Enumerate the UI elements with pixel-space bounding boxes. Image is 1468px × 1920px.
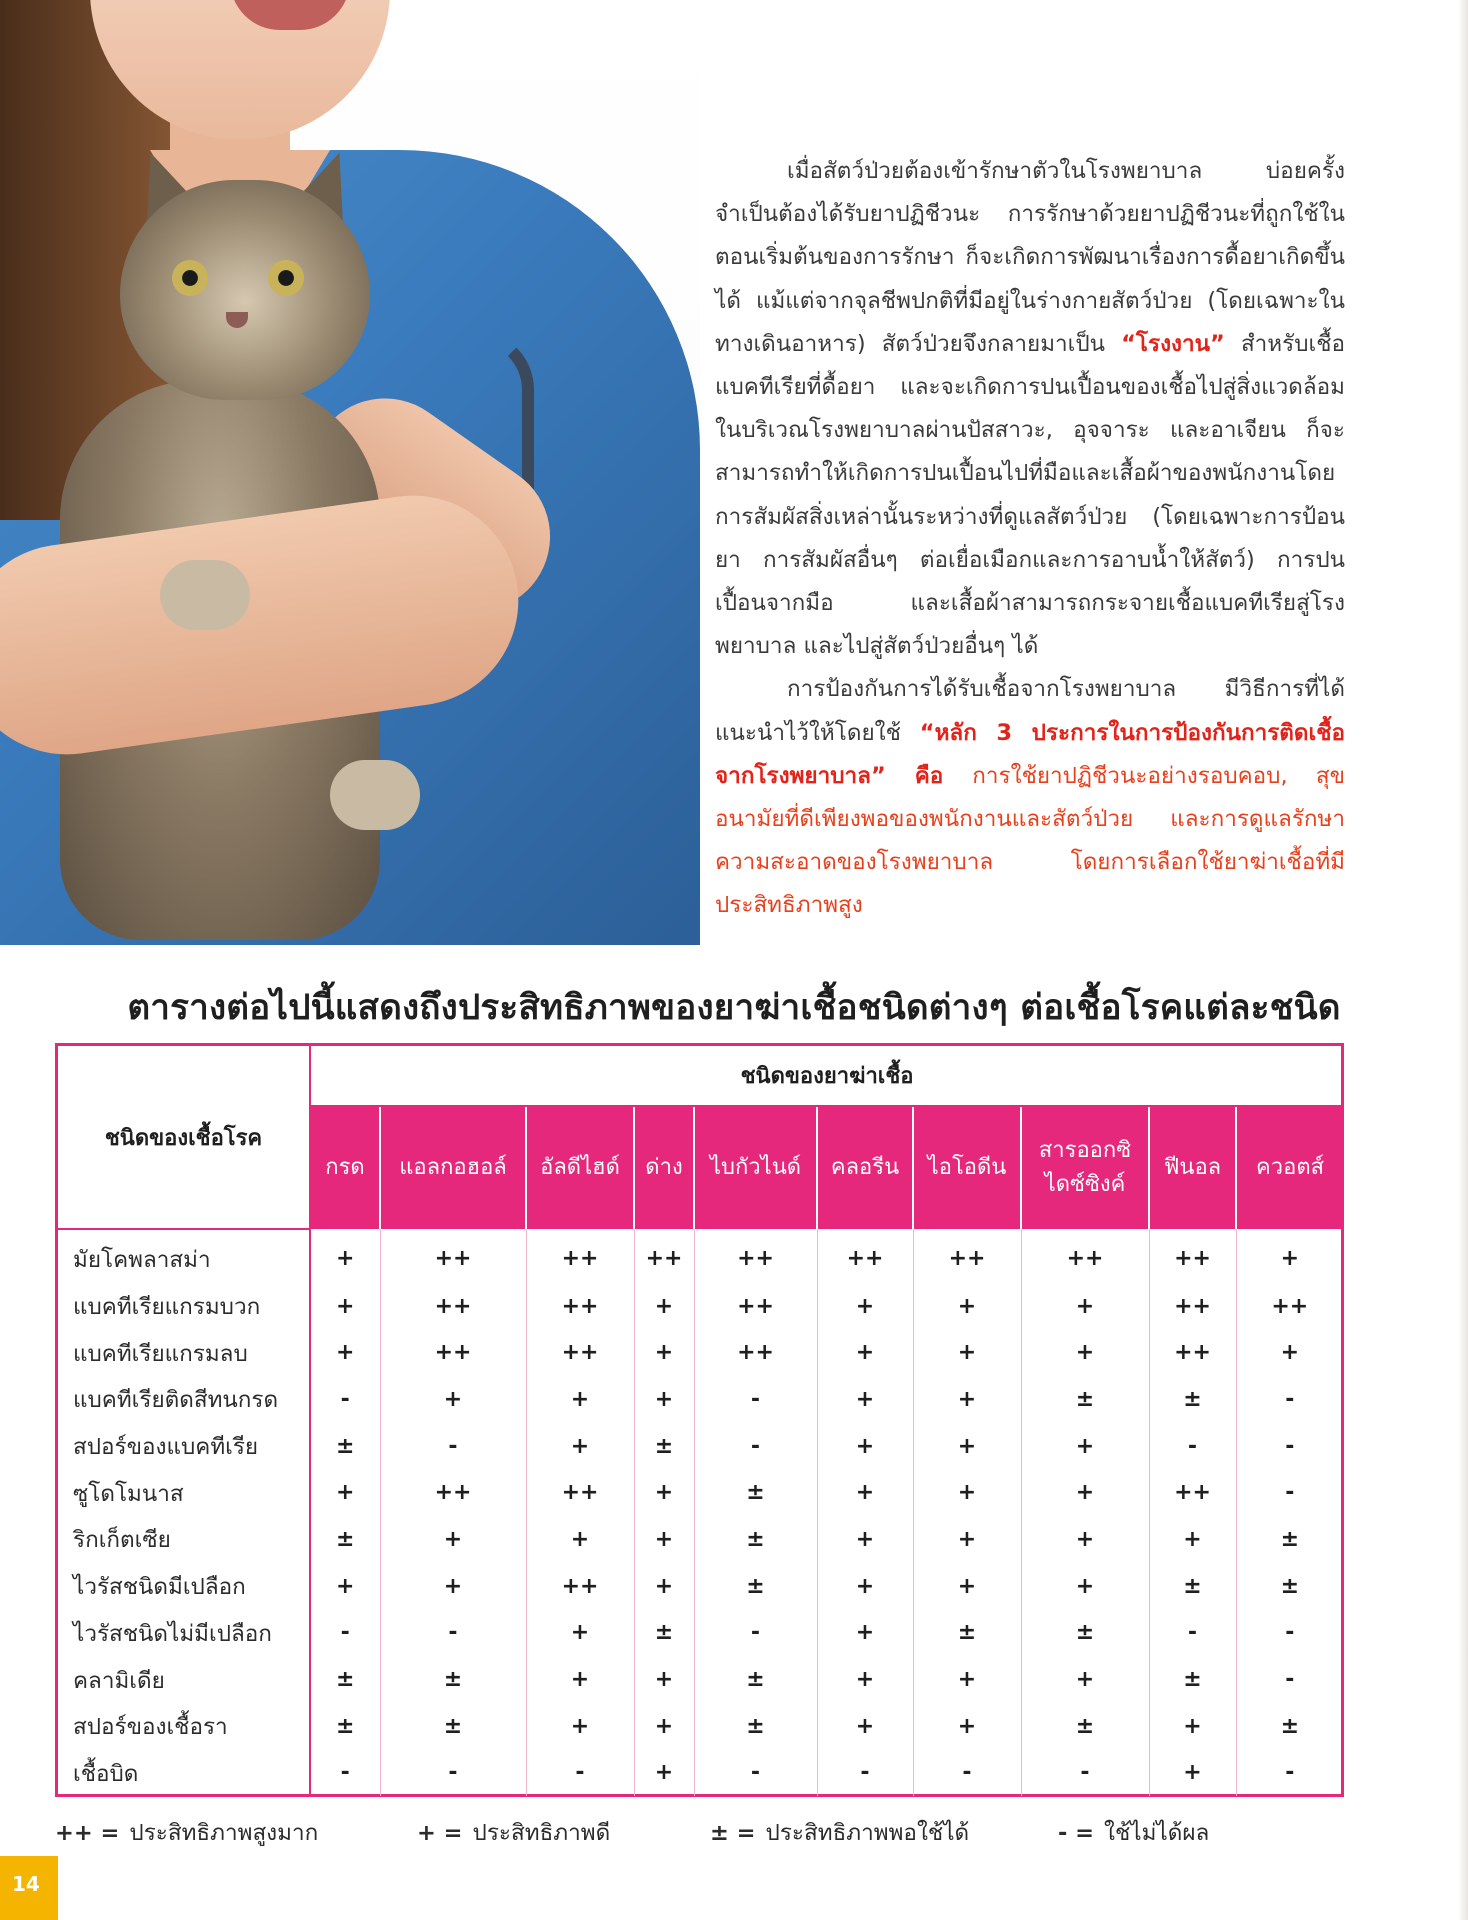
agent-header: อัลดีไฮด์: [526, 1106, 634, 1229]
efficacy-cell: +: [913, 1469, 1021, 1516]
efficacy-cell: +: [310, 1329, 380, 1376]
efficacy-cell: ++: [380, 1229, 526, 1283]
efficacy-cell: ±: [694, 1656, 817, 1703]
hero-photo-nurse-holding-cat: [0, 0, 700, 945]
agent-header: สารออกซิไดซ์ซิงค์: [1021, 1106, 1149, 1229]
efficacy-cell: +: [913, 1656, 1021, 1703]
legend-label: ประสิทธิภาพดี: [472, 1820, 611, 1846]
efficacy-cell: +: [526, 1423, 634, 1470]
efficacy-cell: +: [817, 1376, 913, 1423]
table-row: [58, 1563, 1343, 1610]
table-row: [58, 1329, 1343, 1376]
efficacy-cell: +: [634, 1656, 694, 1703]
efficacy-cell: ±: [694, 1516, 817, 1563]
agent-header: คลอรีน: [817, 1106, 913, 1229]
efficacy-cell: +: [634, 1750, 694, 1797]
legend-item: [710, 1814, 969, 1850]
pathogen-name: ซูโดโมนาส: [58, 1469, 310, 1516]
efficacy-cell: -: [1236, 1610, 1343, 1657]
efficacy-cell: -: [380, 1423, 526, 1470]
legend: [55, 1814, 1344, 1848]
table-row: [58, 1610, 1343, 1657]
pathogen-name: แบคทีเรียติดสีทนกรด: [58, 1376, 310, 1423]
efficacy-cell: +: [634, 1516, 694, 1563]
highlight-three-principles: “หลัก 3 ประการในการป้องกันการติดเชื้อจากโรงพยาบาล”: [715, 719, 1345, 789]
pathogen-name: คลามิเดีย: [58, 1656, 310, 1703]
efficacy-cell: ++: [694, 1329, 817, 1376]
paragraph-text: คือ: [885, 762, 973, 789]
efficacy-cell: ++: [526, 1469, 634, 1516]
efficacy-cell: +: [380, 1563, 526, 1610]
efficacy-cell: -: [913, 1750, 1021, 1797]
efficacy-cell: +: [526, 1610, 634, 1657]
efficacy-cell: +: [634, 1563, 694, 1610]
efficacy-cell: +: [380, 1376, 526, 1423]
efficacy-cell: +: [1149, 1750, 1236, 1797]
efficacy-cell: ±: [1236, 1703, 1343, 1750]
pathogen-name: สปอร์ของแบคทีเรีย: [58, 1423, 310, 1470]
cat-paw-icon: [160, 560, 250, 630]
table-body: [58, 1229, 1343, 1796]
efficacy-cell: +: [1021, 1423, 1149, 1470]
efficacy-cell: -: [1149, 1423, 1236, 1470]
efficacy-cell: ±: [310, 1516, 380, 1563]
efficacy-cell: -: [380, 1610, 526, 1657]
efficacy-cell: +: [526, 1656, 634, 1703]
table-row: [58, 1423, 1343, 1470]
efficacy-cell: ±: [694, 1469, 817, 1516]
page-number-tab: [0, 1856, 58, 1920]
efficacy-cell: ++: [817, 1229, 913, 1283]
efficacy-cell: +: [913, 1283, 1021, 1330]
legend-symbol: ± =: [710, 1820, 756, 1846]
efficacy-cell: ±: [310, 1656, 380, 1703]
efficacy-cell: -: [310, 1750, 380, 1797]
efficacy-cell: +: [913, 1423, 1021, 1470]
efficacy-cell: +: [817, 1423, 913, 1470]
efficacy-cell: ±: [913, 1610, 1021, 1657]
efficacy-cell: +: [817, 1656, 913, 1703]
pathogen-name: มัยโคพลาสม่า: [58, 1229, 310, 1283]
efficacy-cell: ±: [1149, 1656, 1236, 1703]
efficacy-cell: +: [634, 1469, 694, 1516]
efficacy-cell: ++: [380, 1469, 526, 1516]
agent-header: ควอตส์: [1236, 1106, 1343, 1229]
agent-header: ฟีนอล: [1149, 1106, 1236, 1229]
legend-item: [1058, 1814, 1209, 1850]
efficacy-cell: +: [1021, 1516, 1149, 1563]
efficacy-cell: -: [694, 1610, 817, 1657]
efficacy-cell: +: [526, 1376, 634, 1423]
efficacy-cell: ++: [526, 1229, 634, 1283]
efficacy-cell: +: [634, 1283, 694, 1330]
efficacy-cell: +: [380, 1516, 526, 1563]
table-row: [58, 1516, 1343, 1563]
article-paragraph-1: [715, 150, 1345, 668]
efficacy-cell: +: [913, 1376, 1021, 1423]
efficacy-cell: +: [310, 1229, 380, 1283]
pathogen-name: ไวรัสชนิดไม่มีเปลือก: [58, 1610, 310, 1657]
efficacy-cell: ±: [1021, 1376, 1149, 1423]
paragraph-text: สำหรับเชื้อแบคทีเรียที่ดื้อยา และจะเกิดการปนเปื้อนของเชื้อไปสู่สิ่งแวดล้อมในบริเวณโรงพยาบาลผ่านปัสสาวะ, อุจจาระ และอาเจียน ก็จะสามารถทำให้เกิดการปนเปื้อนไปที่มือและเสื้อผ้าของพนักงานโดยการสัมผัสสิ่งเหล่านั้นระหว่างที่ดูแลสัตว์ป่วย (โดยเฉพาะการป้อนยา การสัมผัสอื่นๆ ต่อเยื่อเมือกและการอาบน้ำให้สัตว์) การปนเปื้อนจากมือ และเสื้อผ้าสามารถกระจายเชื้อแบคทีเรียสู่โรงพยาบาล และไปสู่สัตว์ป่วยอื่นๆ ได้: [715, 330, 1345, 660]
efficacy-cell: -: [694, 1376, 817, 1423]
table-row: [58, 1469, 1343, 1516]
cat-paw-icon: [330, 760, 420, 830]
efficacy-cell: ++: [526, 1329, 634, 1376]
efficacy-cell: +: [913, 1329, 1021, 1376]
highlight-factory: “โรงงาน”: [1121, 330, 1225, 357]
pathogen-name: แบคทีเรียแกรมบวก: [58, 1283, 310, 1330]
highlight-principles-list: การใช้ยาปฏิชีวนะอย่างรอบคอบ, สุขอนามัยที่ดีเพียงพอของพนักงานและสัตว์ป่วย และการดูแลรักษาความสะอาดของโรงพยาบาล โดยการเลือกใช้ยาฆ่าเชื้อที่มีประสิทธิภาพสูง: [715, 762, 1345, 919]
cat-eye-right-icon: [268, 260, 304, 296]
efficacy-cell: ++: [694, 1229, 817, 1283]
table-row: [58, 1656, 1343, 1703]
efficacy-cell: +: [817, 1563, 913, 1610]
table-row: [58, 1376, 1343, 1423]
efficacy-cell: -: [1149, 1610, 1236, 1657]
efficacy-cell: -: [526, 1750, 634, 1797]
legend-symbol: ++ =: [55, 1820, 120, 1846]
efficacy-cell: ±: [1236, 1563, 1343, 1610]
agent-header: ไบกัวไนด์: [694, 1106, 817, 1229]
efficacy-cell: +: [1236, 1229, 1343, 1283]
efficacy-cell: ++: [1021, 1229, 1149, 1283]
efficacy-cell: +: [817, 1703, 913, 1750]
efficacy-cell: ++: [380, 1283, 526, 1330]
disinfectant-group-header: ชนิดของยาฆ่าเชื้อ: [310, 1046, 1343, 1106]
efficacy-cell: +: [817, 1610, 913, 1657]
efficacy-cell: +: [817, 1516, 913, 1563]
efficacy-cell: -: [1236, 1376, 1343, 1423]
pathogen-name: แบคทีเรียแกรมลบ: [58, 1329, 310, 1376]
table-row: [58, 1283, 1343, 1330]
legend-label: ประสิทธิภาพสูงมาก: [129, 1820, 319, 1846]
table-row: [58, 1750, 1343, 1797]
efficacy-cell: ++: [526, 1283, 634, 1330]
efficacy-cell: -: [694, 1750, 817, 1797]
efficacy-cell: +: [634, 1329, 694, 1376]
disinfectant-efficacy-table: [55, 1043, 1344, 1797]
paragraph-text: การป้องกันการได้รับเชื้อจากโรงพยาบาล มีวิธีการที่ได้แนะนำไว้ให้โดยใช้: [715, 676, 1345, 746]
efficacy-cell: ++: [1149, 1469, 1236, 1516]
efficacy-cell: ±: [310, 1703, 380, 1750]
cat-eye-left-icon: [172, 260, 208, 296]
efficacy-cell: +: [1021, 1469, 1149, 1516]
efficacy-cell: +: [526, 1703, 634, 1750]
page-edge: [1458, 0, 1468, 1920]
smile-shape: [230, 0, 350, 30]
efficacy-cell: -: [310, 1610, 380, 1657]
efficacy-cell: +: [1021, 1563, 1149, 1610]
efficacy-cell: +: [1021, 1283, 1149, 1330]
efficacy-cell: ±: [380, 1656, 526, 1703]
efficacy-cell: -: [1236, 1469, 1343, 1516]
efficacy-cell: +: [634, 1703, 694, 1750]
efficacy-cell: -: [1236, 1750, 1343, 1797]
efficacy-cell: +: [526, 1516, 634, 1563]
efficacy-cell: ±: [1149, 1376, 1236, 1423]
efficacy-cell: +: [634, 1376, 694, 1423]
efficacy-cell: ±: [1021, 1703, 1149, 1750]
efficacy-cell: ±: [694, 1703, 817, 1750]
legend-item: [55, 1814, 318, 1850]
efficacy-cell: +: [913, 1703, 1021, 1750]
legend-symbol: - =: [1058, 1820, 1095, 1846]
efficacy-cell: ±: [634, 1423, 694, 1470]
paragraph-text: เมื่อสัตว์ป่วยต้องเข้ารักษาตัวในโรงพยาบาล บ่อยครั้งจำเป็นต้องได้รับยาปฏิชีวนะ การรักษาด้วยยาปฏิชีวนะที่ถูกใช้ในตอนเริ่มต้นของการรักษา ก็จะเกิดการพัฒนาเรื่องการดื้อยาเกิดขึ้นได้ แม้แต่จากจุลชีพปกติที่มีอยู่ในร่างกายสัตว์ป่วย (โดยเฉพาะในทางเดินอาหาร) สัตว์ป่วยจึงกลายมาเป็น: [715, 158, 1345, 357]
efficacy-cell: ++: [634, 1229, 694, 1283]
efficacy-cell: ++: [380, 1329, 526, 1376]
agent-header: ด่าง: [634, 1106, 694, 1229]
agent-header: แอลกอฮอล์: [380, 1106, 526, 1229]
efficacy-cell: ++: [1149, 1329, 1236, 1376]
efficacy-cell: -: [1021, 1750, 1149, 1797]
efficacy-cell: -: [1236, 1423, 1343, 1470]
efficacy-cell: ±: [310, 1423, 380, 1470]
efficacy-cell: +: [1021, 1329, 1149, 1376]
efficacy-cell: +: [817, 1329, 913, 1376]
efficacy-cell: +: [817, 1469, 913, 1516]
pathogen-name: ริกเก็ตเซีย: [58, 1516, 310, 1563]
efficacy-cell: +: [310, 1283, 380, 1330]
efficacy-cell: ±: [634, 1610, 694, 1657]
legend-item: [417, 1814, 610, 1850]
pathogen-column-header: ชนิดของเชื้อโรค: [58, 1046, 310, 1229]
efficacy-cell: +: [1236, 1329, 1343, 1376]
efficacy-cell: +: [1149, 1703, 1236, 1750]
efficacy-cell: +: [1149, 1516, 1236, 1563]
efficacy-cell: +: [913, 1563, 1021, 1610]
efficacy-cell: -: [380, 1750, 526, 1797]
efficacy-cell: +: [310, 1469, 380, 1516]
efficacy-cell: ++: [913, 1229, 1021, 1283]
efficacy-cell: ±: [1149, 1563, 1236, 1610]
table-row: [58, 1703, 1343, 1750]
efficacy-cell: ±: [380, 1703, 526, 1750]
efficacy-cell: +: [310, 1563, 380, 1610]
efficacy-cell: ++: [1149, 1283, 1236, 1330]
table-row: [58, 1229, 1343, 1283]
efficacy-cell: -: [310, 1376, 380, 1423]
efficacy-cell: -: [694, 1423, 817, 1470]
efficacy-cell: +: [817, 1283, 913, 1330]
agent-header: กรด: [310, 1106, 380, 1229]
agent-header: ไอโอดีน: [913, 1106, 1021, 1229]
efficacy-cell: ++: [694, 1283, 817, 1330]
efficacy-cell: ±: [1021, 1610, 1149, 1657]
efficacy-cell: -: [817, 1750, 913, 1797]
efficacy-cell: ±: [1236, 1516, 1343, 1563]
efficacy-cell: ++: [1236, 1283, 1343, 1330]
pathogen-name: ไวรัสชนิดมีเปลือก: [58, 1563, 310, 1610]
legend-label: ประสิทธิภาพพอใช้ได้: [765, 1820, 970, 1846]
legend-symbol: + =: [417, 1820, 463, 1846]
efficacy-cell: +: [913, 1516, 1021, 1563]
efficacy-cell: ++: [1149, 1229, 1236, 1283]
efficacy-cell: -: [1236, 1656, 1343, 1703]
efficacy-cell: +: [1021, 1656, 1149, 1703]
pathogen-name: สปอร์ของเชื้อรา: [58, 1703, 310, 1750]
legend-label: ใช้ไม่ได้ผล: [1104, 1820, 1210, 1846]
page-number: 14: [12, 1872, 40, 1896]
efficacy-cell: ++: [526, 1563, 634, 1610]
table-title: ตารางต่อไปนี้แสดงถึงประสิทธิภาพของยาฆ่าเชื้อชนิดต่างๆ ต่อเชื้อโรคแต่ละชนิด: [127, 988, 1341, 1028]
article-body: [715, 150, 1345, 928]
efficacy-cell: ±: [694, 1563, 817, 1610]
article-paragraph-2: [715, 668, 1345, 927]
pathogen-name: เชื้อบิด: [58, 1750, 310, 1797]
cat-head-shape: [120, 180, 370, 400]
